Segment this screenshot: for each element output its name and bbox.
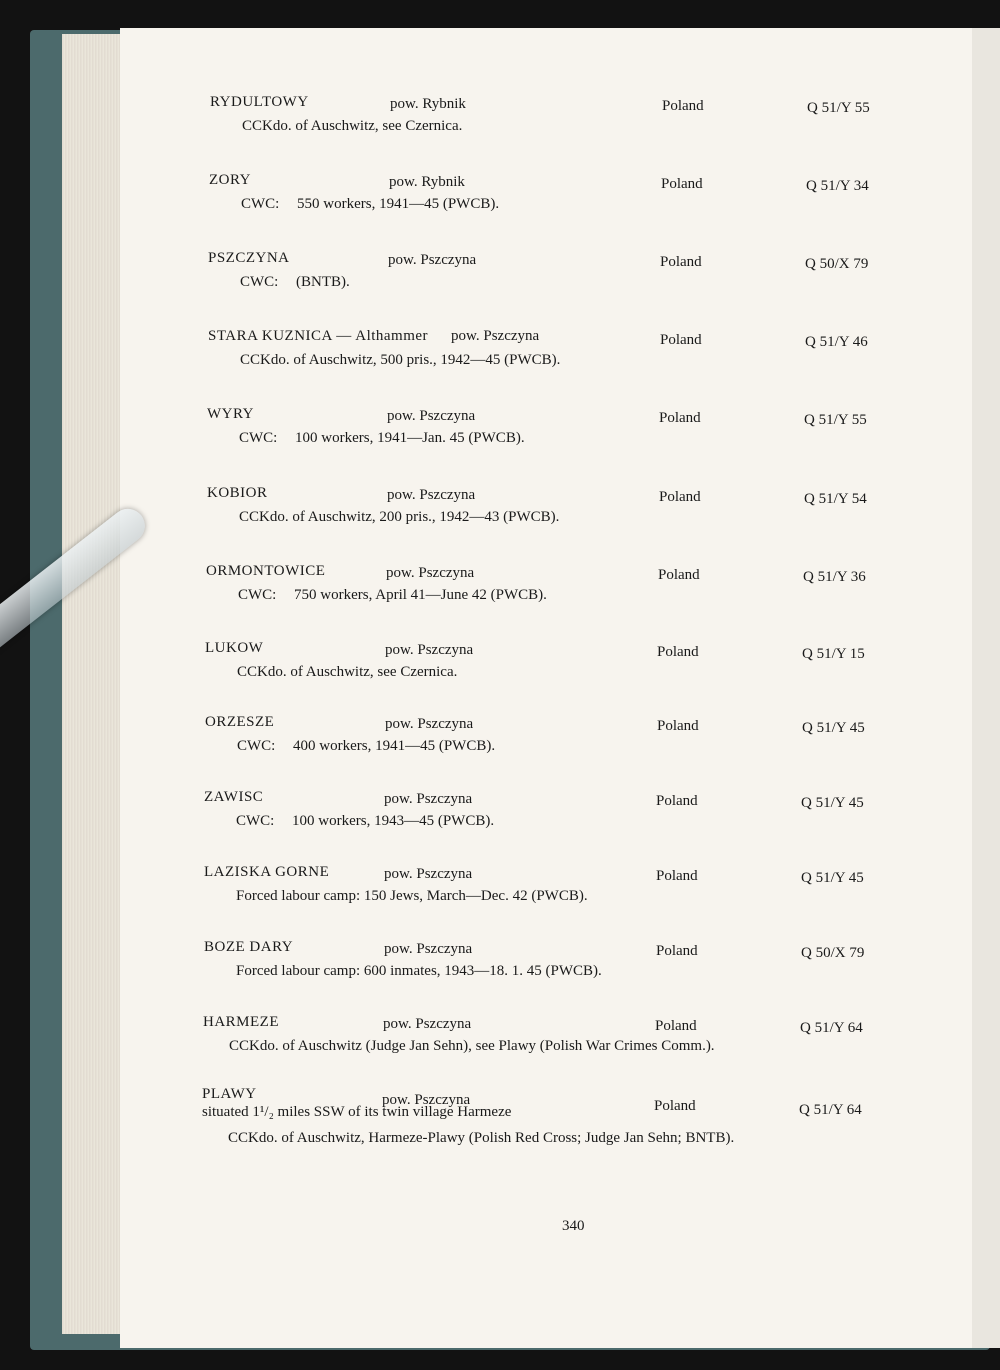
entry-kobior (207, 485, 1000, 557)
place-name: LAZISKA GORNE (204, 864, 330, 880)
district: pow. Pszczyna (387, 487, 476, 503)
entry-subnote: situated 1¹/₂ miles SSW of its twin village Harmeze (202, 1104, 512, 1120)
district: pow. Pszczyna (388, 252, 477, 268)
map-reference: Q 51/Y 46 (805, 334, 868, 350)
entry-zawisc (204, 789, 1000, 861)
country: Poland (654, 1098, 696, 1114)
country: Poland (657, 718, 699, 734)
entry-laziska-gorne (204, 864, 1000, 936)
map-reference: Q 51/Y 55 (807, 100, 870, 116)
district: pow. Pszczyna (385, 642, 474, 658)
entry-orzesze (205, 714, 1000, 786)
country: Poland (656, 793, 698, 809)
entry-harmeze (203, 1014, 1000, 1086)
district: pow. Pszczyna (387, 408, 476, 424)
district: pow. Pszczyna (384, 866, 473, 882)
country: Poland (655, 1018, 697, 1034)
place-name: WYRY (207, 406, 254, 422)
entry-note: CWC: 100 workers, 1943—45 (PWCB). (236, 813, 495, 829)
entry-note: CWC: 750 workers, April 41—June 42 (PWCB). (238, 587, 547, 603)
district: pow. Pszczyna (451, 328, 540, 344)
entry-note: CCKdo. of Auschwitz, 500 pris., 1942—45 (PWCB). (240, 352, 561, 368)
map-reference: Q 51/Y 36 (803, 569, 866, 585)
country: Poland (659, 410, 701, 426)
entry-note: Forced labour camp: 150 Jews, March—Dec. 42 (PWCB). (236, 888, 588, 904)
place-name: BOZE DARY (204, 939, 294, 955)
place-name: LUKOW (205, 640, 264, 656)
place-name: KOBIOR (207, 485, 268, 501)
place-name: PLAWY (202, 1086, 257, 1102)
entry-note: CCKdo. of Auschwitz, 200 pris., 1942—43 (PWCB). (239, 509, 560, 525)
book-page (120, 28, 972, 1348)
entry-plawy (202, 1086, 1000, 1176)
map-reference: Q 51/Y 45 (801, 795, 864, 811)
country: Poland (656, 868, 698, 884)
map-reference: Q 50/X 79 (801, 945, 865, 961)
entry-note: CCKdo. of Auschwitz (Judge Jan Sehn), see Plawy (Polish War Crimes Comm.). (229, 1038, 715, 1054)
entry-note: CWC: 550 workers, 1941—45 (PWCB). (241, 196, 500, 212)
country: Poland (661, 176, 703, 192)
map-reference: Q 51/Y 15 (802, 646, 865, 662)
map-reference: Q 50/X 79 (805, 256, 869, 272)
next-page-edge (972, 28, 1000, 1348)
place-name: HARMEZE (203, 1014, 279, 1030)
country: Poland (657, 644, 699, 660)
place-name: ORMONTOWICE (206, 563, 326, 579)
country: Poland (659, 489, 701, 505)
entry-rydultowy (210, 94, 1000, 166)
district: pow. Pszczyna (385, 716, 474, 732)
place-name: RYDULTOWY (210, 94, 309, 110)
entry-note: CWC: 400 workers, 1941—45 (PWCB). (237, 738, 496, 754)
entry-ormontowice (206, 563, 1000, 635)
country: Poland (660, 254, 702, 270)
entry-note: CWC: (BNTB). (240, 274, 350, 290)
entry-note: CCKdo. of Auschwitz, Harmeze-Plawy (Polish Red Cross; Judge Jan Sehn; BNTB). (228, 1130, 735, 1146)
entry-note: CWC: 100 workers, 1941—Jan. 45 (PWCB). (239, 430, 525, 446)
district: pow. Pszczyna (383, 1016, 472, 1032)
map-reference: Q 51/Y 45 (802, 720, 865, 736)
country: Poland (660, 332, 702, 348)
entry-stara-kuznica (208, 328, 1000, 400)
district: pow. Pszczyna (384, 941, 473, 957)
country: Poland (658, 567, 700, 583)
entry-pszczyna (208, 250, 1000, 322)
entry-lukow (205, 640, 1000, 712)
entry-note: CCKdo. of Auschwitz, see Czernica. (242, 118, 463, 134)
map-reference: Q 51/Y 55 (804, 412, 867, 428)
place-name: ORZESZE (205, 714, 275, 730)
entry-boze-dary (204, 939, 1000, 1011)
entry-zory (209, 172, 1000, 244)
map-reference: Q 51/Y 45 (801, 870, 864, 886)
district: pow. Rybnik (390, 96, 466, 112)
map-reference: Q 51/Y 64 (799, 1102, 862, 1118)
place-name: STARA KUZNICA — Althammer (208, 328, 429, 344)
place-name: PSZCZYNA (208, 250, 290, 266)
country: Poland (656, 943, 698, 959)
map-reference: Q 51/Y 34 (806, 178, 869, 194)
place-name: ZORY (209, 172, 252, 188)
map-reference: Q 51/Y 64 (800, 1020, 863, 1036)
country: Poland (662, 98, 704, 114)
place-name: ZAWISC (204, 789, 264, 805)
map-reference: Q 51/Y 54 (804, 491, 867, 507)
entry-wyry (207, 406, 1000, 478)
entry-note: Forced labour camp: 600 inmates, 1943—18. 1. 45 (PWCB). (236, 963, 602, 979)
district: pow. Pszczyna (384, 791, 473, 807)
district: pow. Pszczyna (386, 565, 475, 581)
entry-note: CCKdo. of Auschwitz, see Czernica. (237, 664, 458, 680)
district: pow. Rybnik (389, 174, 465, 190)
district: pow. Pszczyna (382, 1092, 471, 1108)
page-number: 340 (562, 1218, 585, 1234)
